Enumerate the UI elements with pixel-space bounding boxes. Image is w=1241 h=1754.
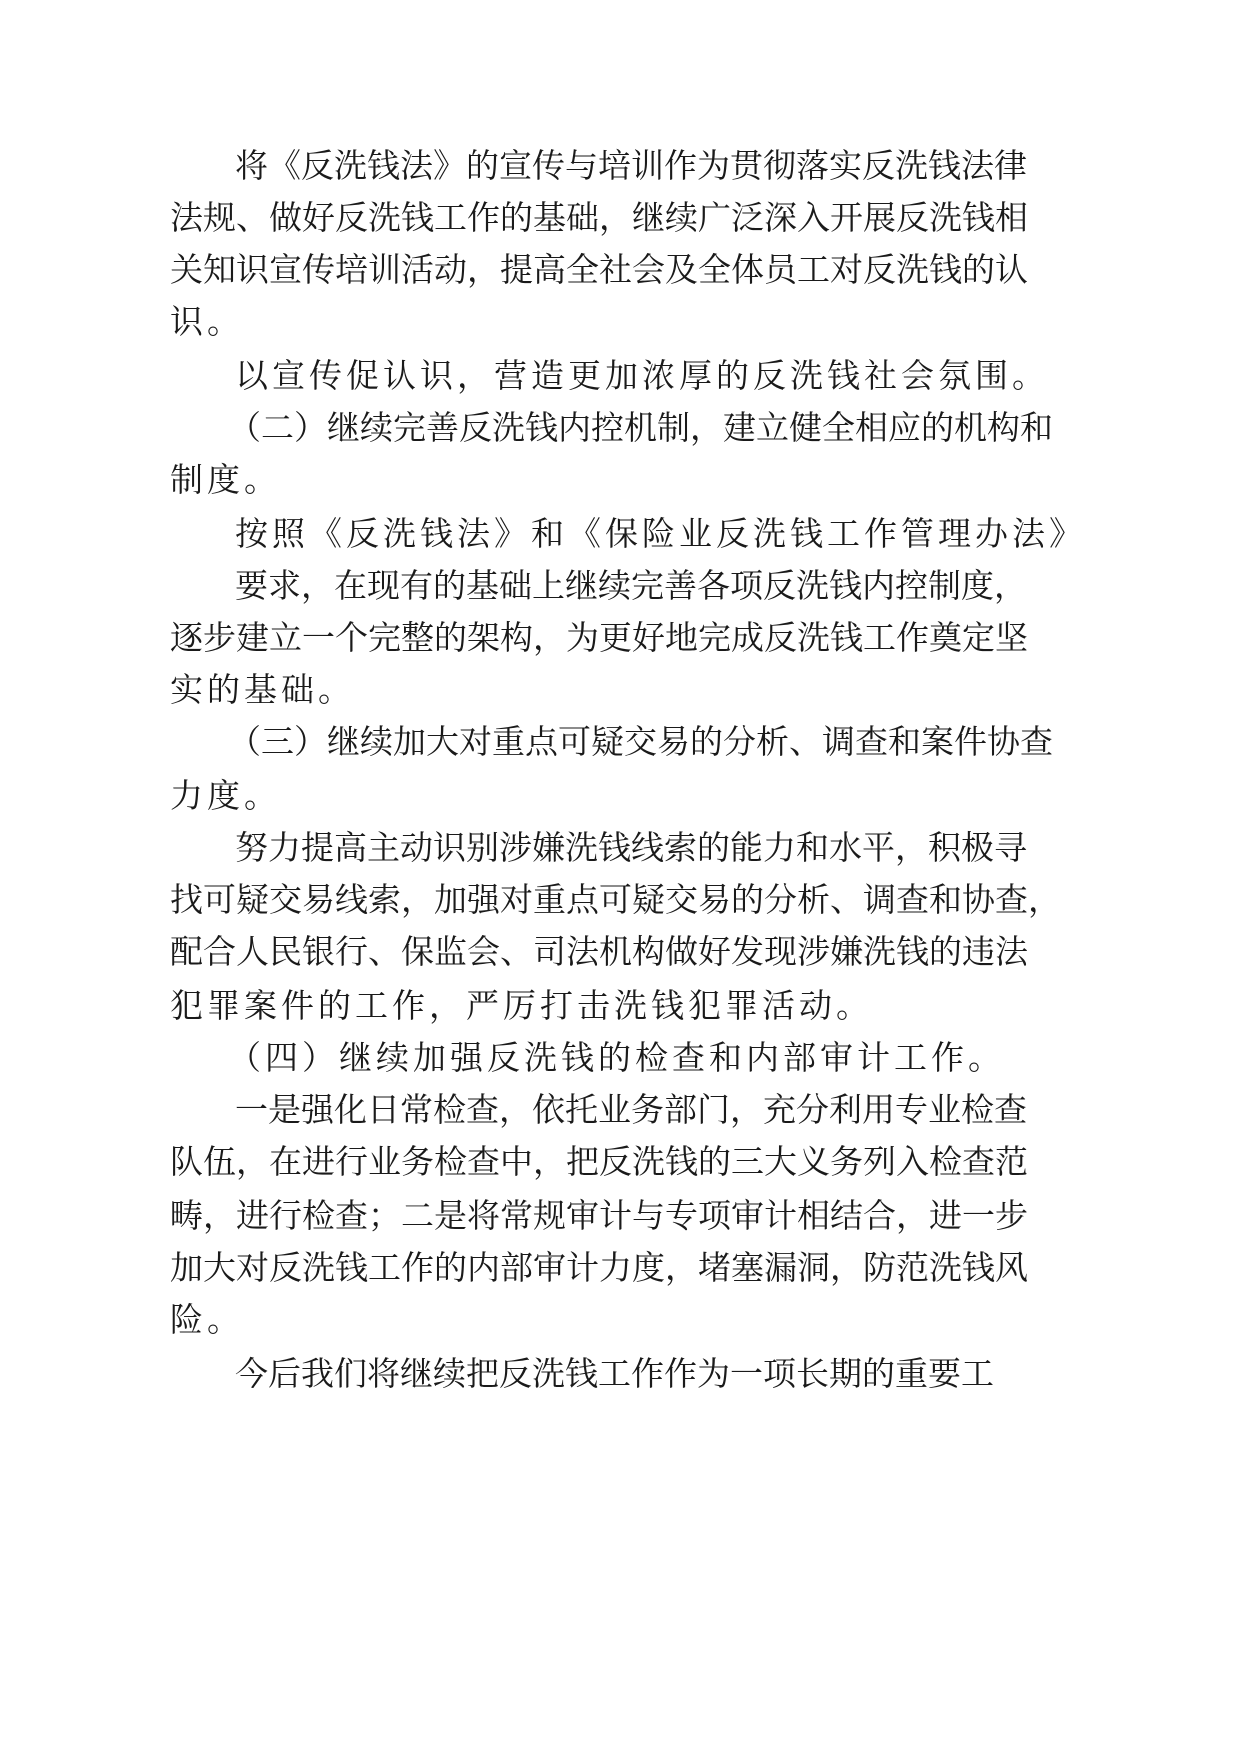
text-line-13: 力度。 [170, 776, 281, 815]
text-line-17: 犯罪案件的工作，严厉打击洗钱犯罪活动。 [170, 986, 873, 1025]
text-line-7: 制度。 [170, 460, 281, 499]
text-line-21: 畴，进行检查；二是将常规审计与专项审计相结合，进一步 [170, 1196, 1028, 1235]
text-line-2: 法规、做好反洗钱工作的基础，继续广泛深入开展反洗钱相 [170, 198, 1028, 237]
text-line-16: 配合人民银行、保监会、司法机构做好发现涉嫌洗钱的违法 [170, 932, 1028, 971]
text-line-11: 实的基础。 [170, 670, 355, 709]
text-line-19: 一是强化日常检查，依托业务部门，充分利用专业检查 [235, 1090, 1027, 1129]
section-heading-4: （四）继续加强反洗钱的检查和内部审计工作。 [228, 1038, 1005, 1077]
text-line-22: 加大对反洗钱工作的内部审计力度，堵塞漏洞，防范洗钱风 [170, 1248, 1028, 1287]
text-line-3: 关知识宣传培训活动，提高全社会及全体员工对反洗钱的认 [170, 250, 1028, 289]
text-line-24: 今后我们将继续把反洗钱工作作为一项长期的重要工 [235, 1354, 994, 1393]
text-line-9: 要求，在现有的基础上继续完善各项反洗钱内控制度， [235, 566, 1027, 605]
text-line-5: 以宣传促认识，营造更加浓厚的反洗钱社会氛围。 [235, 356, 1049, 395]
text-line-14: 努力提高主动识别涉嫌洗钱线索的能力和水平，积极寻 [235, 828, 1027, 867]
text-line-8: 按照《反洗钱法》和《保险业反洗钱工作管理办法》 [235, 514, 1086, 553]
text-line-23: 险。 [170, 1300, 244, 1339]
text-line-1: 将《反洗钱法》的宣传与培训作为贯彻落实反洗钱法律 [235, 146, 1027, 185]
text-line-10: 逐步建立一个完整的架构，为更好地完成反洗钱工作奠定坚 [170, 618, 1028, 657]
section-heading-2: （二）继续完善反洗钱内控机制，建立健全相应的机构和 [228, 408, 1053, 447]
text-line-4: 识。 [170, 302, 244, 341]
text-line-20: 队伍，在进行业务检查中，把反洗钱的三大义务列入检查范 [170, 1142, 1028, 1181]
text-line-15: 找可疑交易线索，加强对重点可疑交易的分析、调查和协查， [170, 880, 1061, 919]
section-heading-3: （三）继续加大对重点可疑交易的分析、调查和案件协查 [228, 722, 1053, 761]
